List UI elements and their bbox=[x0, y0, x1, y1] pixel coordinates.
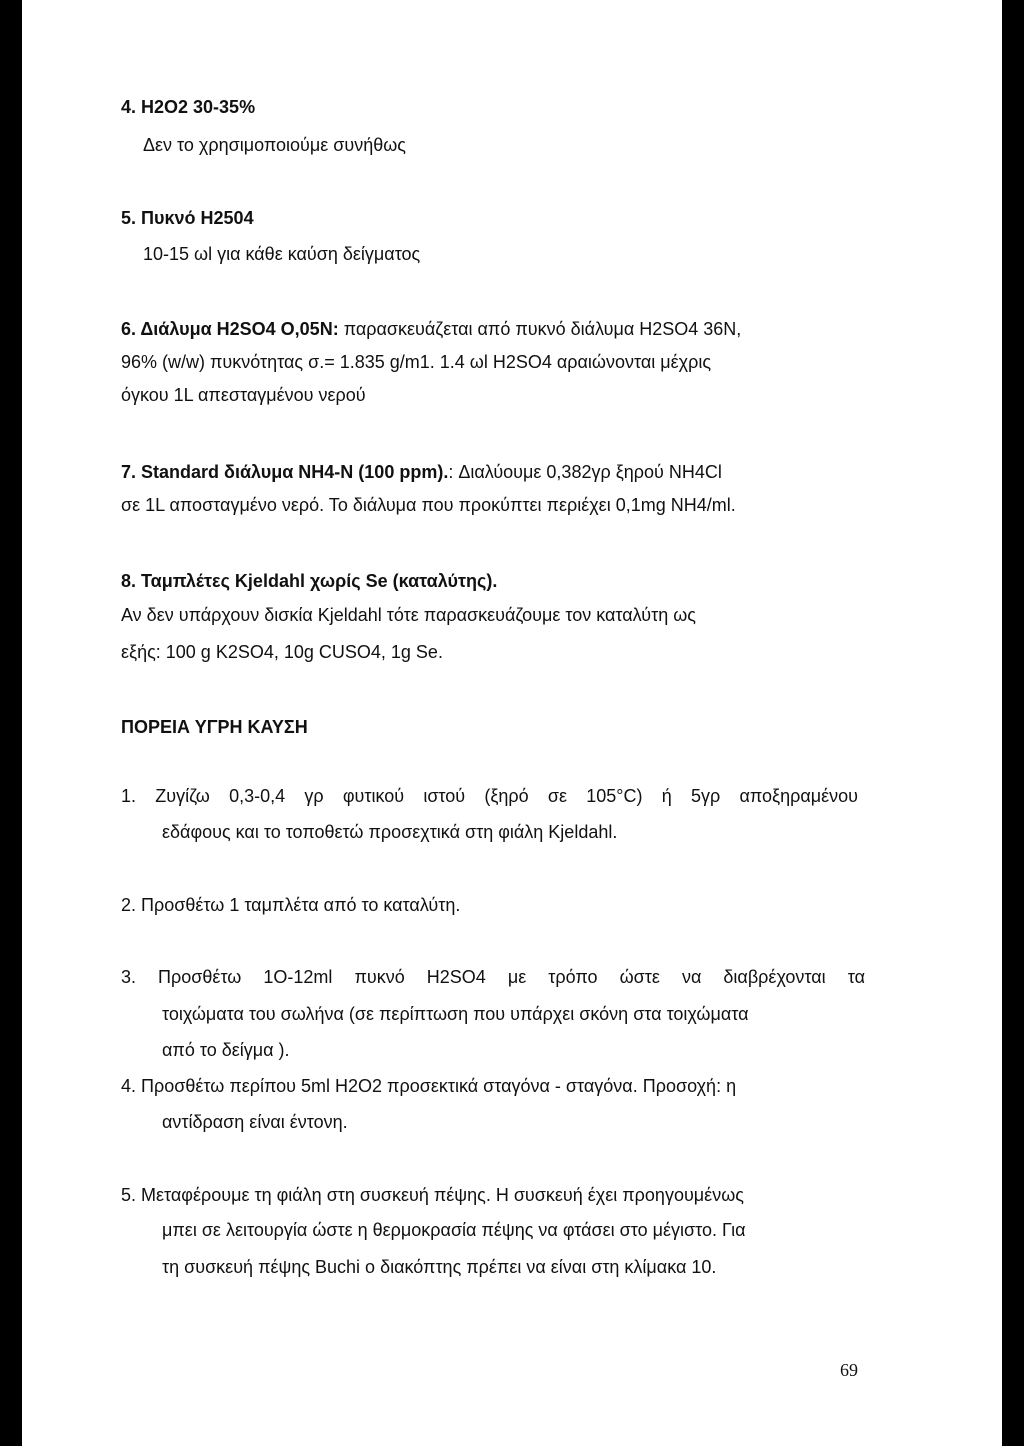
section-standard-title: 7. Standard διάλυμα NH4-N (100 ppm). bbox=[121, 462, 449, 482]
procedure-heading: ΠΟΡΕΙΑ ΥΓΡΗ ΚΑΥΣΗ bbox=[121, 717, 308, 737]
section-tablets-line3: εξής: 100 g K2SO4, 10g CUSO4, 1g Se. bbox=[121, 642, 443, 662]
step3-line3: από το δείγμα ). bbox=[162, 1040, 290, 1060]
step1-line2: εδάφους και το τοποθετώ προσεχτικά στη φιάλη Kjeldahl. bbox=[162, 822, 618, 842]
section-h2so4-solution-line1-rest: παρασκευάζεται από πυκνό διάλυμα H2SO4 36N, bbox=[338, 319, 742, 339]
step1-line1: 1. Ζυγίζω 0,3-0,4 γρ φυτικού ιστού (ξηρό σε 105°C) ή 5γρ αποξηραμένου bbox=[121, 786, 858, 806]
section-h2so4-solution-title: 6. Διάλυμα H2SO4 O,05N: bbox=[121, 319, 339, 339]
step5-line3: τη συσκευή πέψης Buchi ο διακόπτης πρέπει να είναι στη κλίμακα 10. bbox=[162, 1257, 717, 1277]
section-standard-line1-rest: : Διαλύουμε 0,382γρ ξηρού NH4Cl bbox=[448, 462, 722, 482]
section-tablets-line2: Αν δεν υπάρχουν δισκία Kjeldahl τότε παρασκευάζουμε τον καταλύτη ως bbox=[121, 605, 696, 625]
section-tablets-title: 8. Ταμπλέτες Kjeldahl χωρίς Se (καταλύτης). bbox=[121, 571, 498, 591]
document-page bbox=[22, 0, 1002, 1446]
step3-line2: τοιχώματα του σωλήνα (σε περίπτωση που υπάρχει σκόνη στα τοιχώματα bbox=[162, 1004, 749, 1024]
step4-line1: 4. Προσθέτω περίπου 5ml H2O2 προσεκτικά σταγόνα - σταγόνα. Προσοχή: η bbox=[121, 1076, 737, 1096]
section-h2o2-title: 4. H2O2 30-35% bbox=[121, 97, 256, 117]
section-h2o2-note: Δεν το χρησιμοποιούμε συνήθως bbox=[143, 135, 406, 155]
section-h2so4-conc-title: 5. Πυκνό H2504 bbox=[121, 208, 254, 228]
step5-line2: μπει σε λειτουργία ώστε η θερμοκρασία πέψης να φτάσει στο μέγιστο. Για bbox=[162, 1220, 746, 1240]
section-standard-line1 bbox=[121, 461, 722, 483]
section-standard-line2: σε 1L αποσταγμένο νερό. Το διάλυμα που προκύπτει περιέχει 0,1mg NH4/ml. bbox=[121, 495, 736, 515]
step2-line1: 2. Προσθέτω 1 ταμπλέτα από το καταλύτη. bbox=[121, 895, 461, 915]
step3-line1: 3. Προσθέτω 1O-12ml πυκνό H2SO4 με τρόπο ώστε να διαβρέχονται τα bbox=[121, 967, 865, 987]
section-h2so4-solution-line3: όγκου 1L απεσταγμένου νερού bbox=[121, 385, 366, 405]
section-h2so4-conc-note: 10-15 ωl για κάθε καύση δείγματος bbox=[143, 244, 421, 264]
step5-line1: 5. Μεταφέρουμε τη φιάλη στη συσκευή πέψης. Η συσκευή έχει προηγουμένως bbox=[121, 1185, 744, 1205]
page-number: 69 bbox=[840, 1360, 858, 1380]
section-h2so4-solution-line1 bbox=[121, 318, 741, 340]
step4-line2: αντίδραση είναι έντονη. bbox=[162, 1112, 348, 1132]
section-h2so4-solution-line2: 96% (w/w) πυκνότητας σ.= 1.835 g/m1. 1.4 ωl H2SO4 αραιώνονται μέχρις bbox=[121, 352, 712, 372]
